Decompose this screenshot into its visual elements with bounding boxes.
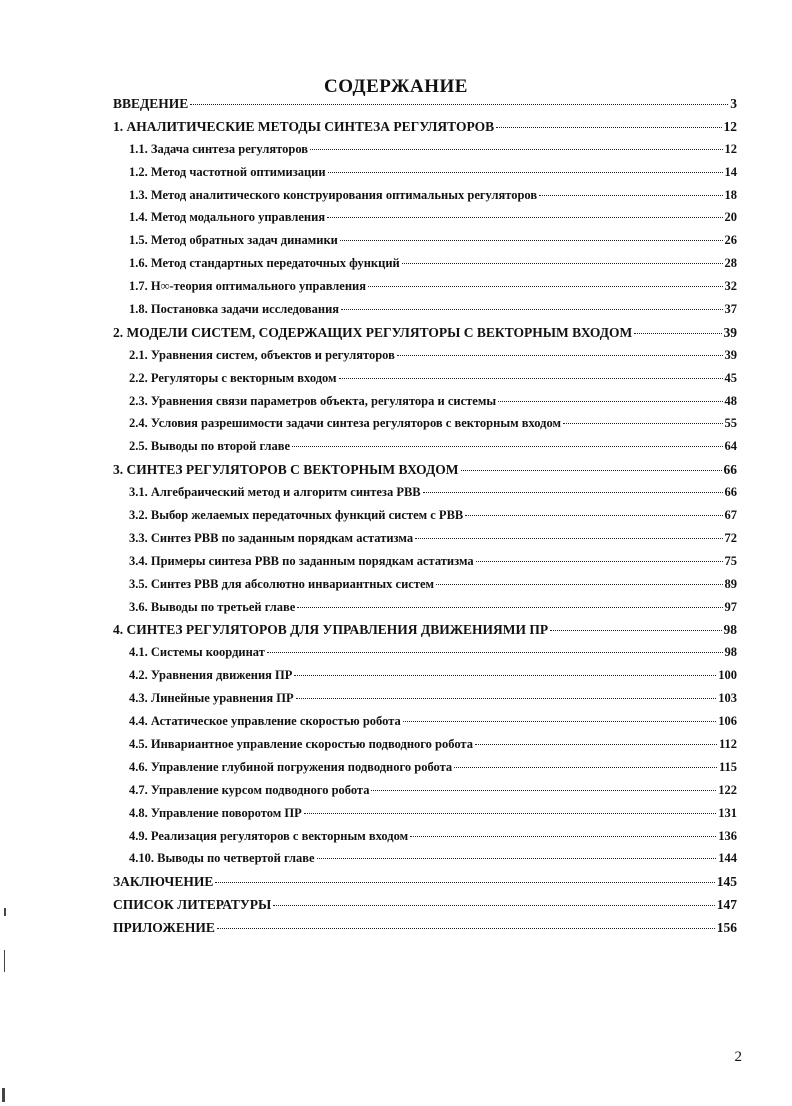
toc-entry-page: 3: [730, 96, 737, 111]
toc-section-entry: [113, 394, 737, 417]
toc-dot-leader: [436, 583, 722, 585]
toc-dot-leader: [461, 469, 722, 471]
page-number: 2: [734, 1049, 742, 1065]
toc-entry-page: 20: [724, 210, 737, 225]
toc-entry-page: 136: [718, 828, 737, 843]
toc-entry-label: 1.6. Метод стандартных передаточных функций: [129, 256, 400, 271]
toc-chapter-entry: [113, 874, 737, 897]
toc-dot-leader: [273, 904, 715, 906]
toc-dot-leader: [304, 812, 717, 814]
toc-dot-leader: [294, 674, 716, 676]
toc-section-entry: [113, 485, 737, 508]
toc-section-entry: [113, 668, 737, 691]
toc-entry-page: 98: [724, 645, 737, 660]
toc-dot-leader: [317, 857, 717, 859]
toc-entry-label: 1.4. Метод модального управления: [129, 210, 326, 225]
toc-chapter-entry: [113, 622, 737, 645]
toc-entry-label: ЗАКЛЮЧЕНИЕ: [113, 874, 214, 890]
toc-chapter-entry: [113, 897, 737, 920]
toc-entry-page: 64: [724, 439, 737, 454]
toc-section-entry: [113, 416, 737, 439]
toc-section-entry: [113, 531, 737, 554]
toc-entry-page: 67: [724, 508, 737, 523]
scan-mark: [4, 950, 5, 972]
toc-entry-page: 12: [723, 118, 737, 134]
toc-section-entry: [113, 783, 737, 806]
toc-entry-label: 1.3. Метод аналитического конструирования оптимальных регуляторов: [129, 187, 538, 202]
toc-dot-leader: [340, 239, 723, 241]
toc-dot-leader: [403, 720, 716, 722]
toc-entry-label: 4.10. Выводы по четвертой главе: [129, 851, 315, 866]
toc-entry-page: 147: [716, 897, 737, 913]
toc-entry-label: 4.8. Управление поворотом ПР: [129, 805, 302, 820]
toc-entry-page: 32: [724, 279, 737, 294]
toc-dot-leader: [563, 422, 723, 424]
toc-entry-page: 12: [724, 141, 737, 156]
toc-section-entry: [113, 371, 737, 394]
toc-entry-page: 26: [724, 233, 737, 248]
toc-entry-label: 2.3. Уравнения связи параметров объекта, регулятора и системы: [129, 393, 497, 408]
toc-dot-leader: [634, 332, 721, 334]
toc-chapter-entry: [113, 119, 737, 142]
toc-dot-leader: [410, 835, 716, 837]
toc-entry-page: 75: [724, 553, 737, 568]
toc-entry-label: ВВЕДЕНИЕ: [113, 96, 189, 111]
toc-dot-leader: [328, 171, 723, 173]
toc-entry-label: 1.1. Задача синтеза регуляторов: [129, 141, 309, 156]
toc-dot-leader: [296, 697, 717, 699]
toc-section-entry: [113, 554, 737, 577]
toc-entry-page: 145: [716, 874, 737, 890]
toc-entry-label: 3.6. Выводы по третьей главе: [129, 599, 296, 614]
toc-entry-label: 2.5. Выводы по второй главе: [129, 439, 291, 454]
toc-entry-label: 4.4. Астатическое управление скоростью робота: [129, 714, 401, 729]
toc-section-entry: [113, 577, 737, 600]
toc-dot-leader: [297, 606, 722, 608]
toc-dot-leader: [454, 766, 717, 768]
toc-entry-label: 1. АНАЛИТИЧЕСКИЕ МЕТОДЫ СИНТЕЗА РЕГУЛЯТОРОВ: [113, 118, 495, 134]
toc-entry-page: 144: [718, 851, 737, 866]
toc-section-entry: [113, 600, 737, 623]
toc-entry-label: СПИСОК ЛИТЕРАТУРЫ: [113, 897, 272, 913]
toc-entry-label: 2.2. Регуляторы с векторным входом: [129, 370, 337, 385]
toc-entry-label: 3. СИНТЕЗ РЕГУЛЯТОРОВ С ВЕКТОРНЫМ ВХОДОМ: [113, 462, 459, 478]
page-title: СОДЕРЖАНИЕ: [324, 76, 468, 97]
toc-dot-leader: [475, 743, 717, 745]
toc-section-entry: [113, 714, 737, 737]
toc-dot-leader: [339, 377, 723, 379]
toc-section-entry: [113, 348, 737, 371]
toc-dot-leader: [397, 354, 723, 356]
toc-dot-leader: [539, 194, 722, 196]
toc-entry-page: 55: [724, 416, 737, 431]
toc-entry-page: 98: [723, 622, 737, 638]
toc-section-entry: [113, 256, 737, 279]
toc-dot-leader: [402, 262, 723, 264]
toc-entry-page: 131: [718, 805, 737, 820]
toc-chapter-entry: [113, 96, 737, 119]
toc-chapter-entry: [113, 462, 737, 485]
toc-entry-page: 97: [724, 599, 737, 614]
toc-entry-label: 3.4. Примеры синтеза РВВ по заданным порядкам астатизма: [129, 553, 474, 568]
toc-entry-label: 4.5. Инвариантное управление скоростью подводного робота: [129, 736, 473, 751]
toc-entry-label: 4.1. Системы координат: [129, 645, 265, 660]
toc-entry-page: 39: [724, 347, 737, 362]
toc-entry-label: 1.8. Постановка задачи исследования: [129, 302, 340, 317]
toc-entry-label: 1.2. Метод частотной оптимизации: [129, 164, 326, 179]
scan-mark: [4, 908, 6, 916]
toc-section-entry: [113, 508, 737, 531]
toc-entry-label: 3.3. Синтез РВВ по заданным порядкам астатизма: [129, 530, 414, 545]
toc-section-entry: [113, 760, 737, 783]
toc-entry-page: 89: [724, 576, 737, 591]
toc-entry-label: 3.1. Алгебраический метод и алгоритм синтеза РВВ: [129, 485, 421, 500]
toc-entry-page: 106: [718, 714, 737, 729]
toc-dot-leader: [496, 126, 721, 128]
scan-mark: [2, 1088, 5, 1102]
toc-entry-label: 4.6. Управление глубиной погружения подводного робота: [129, 759, 453, 774]
toc-entry-page: 122: [718, 782, 737, 797]
toc-section-entry: [113, 645, 737, 668]
toc-entry-page: 72: [724, 530, 737, 545]
toc-entry-page: 39: [723, 324, 737, 340]
toc-entry-page: 28: [724, 256, 737, 271]
toc-entry-label: 4. СИНТЕЗ РЕГУЛЯТОРОВ ДЛЯ УПРАВЛЕНИЯ ДВИЖЕНИЯМИ ПР: [113, 622, 549, 638]
toc-section-entry: [113, 302, 737, 325]
toc-section-entry: [113, 806, 737, 829]
toc-entry-page: 115: [718, 759, 737, 774]
toc-entry-label: 4.7. Управление курсом подводного робота: [129, 782, 370, 797]
toc-entry-label: 2.4. Условия разрешимости задачи синтеза регуляторов с векторным входом: [129, 416, 561, 431]
toc-section-entry: [113, 737, 737, 760]
toc-dot-leader: [217, 927, 715, 929]
table-of-contents: [113, 96, 737, 943]
toc-dot-leader: [310, 148, 722, 150]
toc-section-entry: [113, 188, 737, 211]
toc-section-entry: [113, 691, 737, 714]
toc-dot-leader: [550, 629, 721, 631]
toc-chapter-entry: [113, 920, 737, 943]
toc-dot-leader: [267, 651, 723, 653]
toc-section-entry: [113, 851, 737, 874]
toc-entry-label: 1.5. Метод обратных задач динамики: [129, 233, 338, 248]
toc-entry-page: 112: [718, 736, 737, 751]
toc-entry-page: 37: [724, 302, 737, 317]
toc-entry-label: ПРИЛОЖЕНИЕ: [113, 920, 215, 936]
toc-entry-page: 18: [724, 187, 737, 202]
toc-dot-leader: [292, 445, 722, 447]
toc-entry-page: 103: [718, 691, 737, 706]
toc-entry-page: 156: [716, 920, 737, 936]
toc-entry-label: 4.3. Линейные уравнения ПР: [129, 691, 294, 706]
toc-dot-leader: [327, 216, 722, 218]
toc-entry-label: 2.1. Уравнения систем, объектов и регуляторов: [129, 347, 395, 362]
toc-chapter-entry: [113, 325, 737, 348]
toc-entry-label: 3.2. Выбор желаемых передаточных функций систем с РВВ: [129, 508, 464, 523]
toc-dot-leader: [423, 491, 723, 493]
toc-section-entry: [113, 165, 737, 188]
toc-dot-leader: [341, 308, 722, 310]
toc-section-entry: [113, 210, 737, 233]
toc-entry-page: 100: [718, 668, 737, 683]
toc-entry-page: 45: [724, 370, 737, 385]
toc-entry-label: 3.5. Синтез РВВ для абсолютно инвариантных систем: [129, 576, 435, 591]
toc-entry-label: 2. МОДЕЛИ СИСТЕМ, СОДЕРЖАЩИХ РЕГУЛЯТОРЫ С ВЕКТОРНЫМ ВХОДОМ: [113, 324, 633, 340]
toc-entry-label: 4.9. Реализация регуляторов с векторным входом: [129, 828, 409, 843]
toc-entry-label: 4.2. Уравнения движения ПР: [129, 668, 293, 683]
toc-dot-leader: [465, 514, 722, 516]
toc-dot-leader: [215, 881, 714, 883]
toc-entry-page: 48: [724, 393, 737, 408]
toc-entry-page: 14: [724, 164, 737, 179]
toc-section-entry: [113, 142, 737, 165]
toc-entry-page: 66: [723, 462, 737, 478]
toc-dot-leader: [476, 560, 723, 562]
toc-dot-leader: [498, 400, 722, 402]
toc-entry-page: 66: [724, 485, 737, 500]
toc-dot-leader: [371, 789, 716, 791]
toc-section-entry: [113, 279, 737, 302]
toc-section-entry: [113, 829, 737, 852]
toc-dot-leader: [368, 285, 722, 287]
toc-section-entry: [113, 439, 737, 462]
toc-dot-leader: [415, 537, 722, 539]
toc-section-entry: [113, 233, 737, 256]
toc-dot-leader: [190, 103, 728, 105]
toc-entry-label: 1.7. H∞-теория оптимального управления: [129, 279, 367, 294]
